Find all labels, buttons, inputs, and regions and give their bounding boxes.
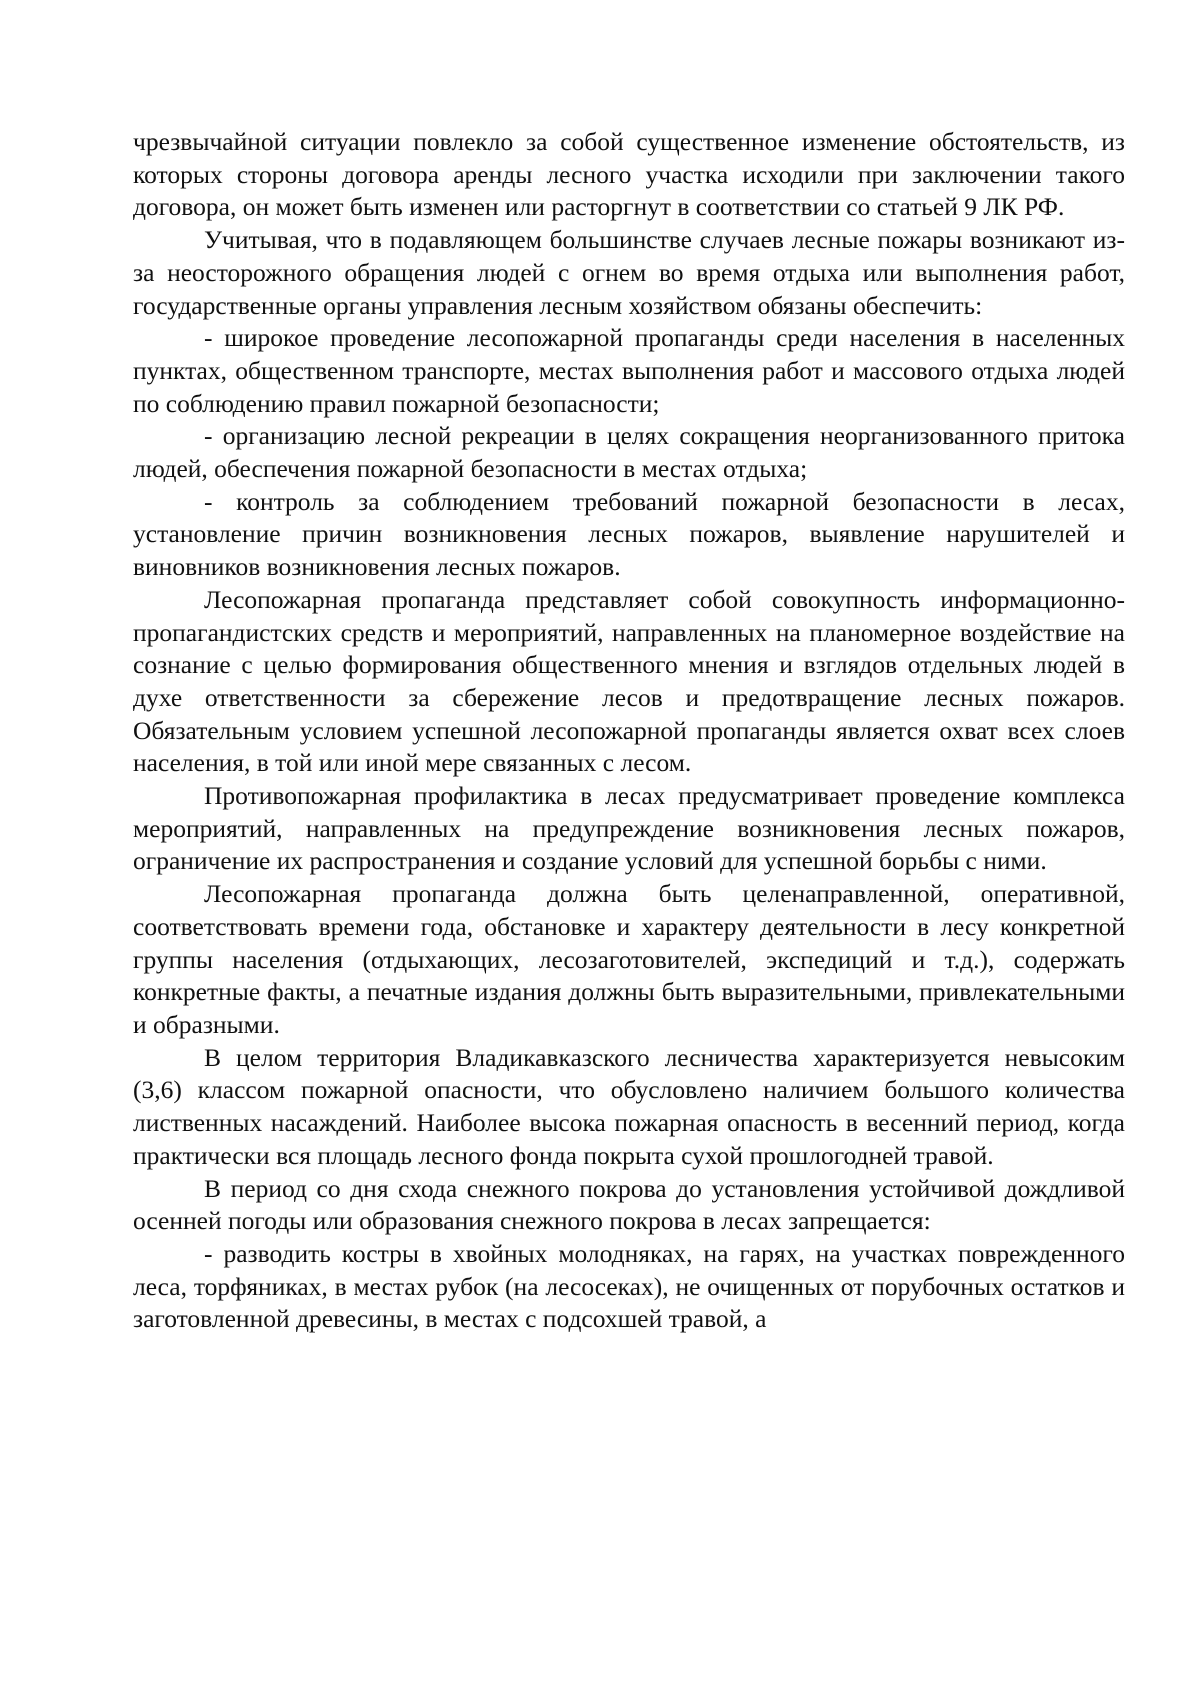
paragraph-4-list-item: - организацию лесной рекреации в целях сокращения неорганизованного притока людей, обеспечения пожарной безопасности в местах отдыха; xyxy=(133,421,1125,484)
paragraph-6: Лесопожарная пропаганда представляет собой совокупность информационно-пропагандистских средств и мероприятий, направленных на планомерное воздействие на сознание с целью формирования общественного мнения и взглядов отдельных людей в духе ответственности за сбережение лесов и предотвращение лесных пожаров. Обязательным условием успешной лесопожарной пропаганды является охват всех слоев населения, в той или иной мере связанных с лесом. xyxy=(133,584,1125,778)
paragraph-3-list-item: - широкое проведение лесопожарной пропаганды среди населения в населенных пунктах, общественном транспорте, местах выполнения работ и массового отдыха людей по соблюдению правил пожарной безопасности; xyxy=(133,323,1125,418)
document-body xyxy=(133,126,1125,1336)
paragraph-5-list-item: - контроль за соблюдением требований пожарной безопасности в лесах, установление причин возникновения лесных пожаров, выявление нарушителей и виновников возникновения лесных пожаров. xyxy=(133,486,1125,582)
paragraph-11-list-item: - разводить костры в хвойных молодняках, на гарях, на участках поврежденного леса, торфяниках, в местах рубок (на лесосеках), не очищенных от порубочных остатков и заготовленной древесины, в местах с подсохшей травой, а xyxy=(133,1238,1125,1334)
paragraph-8: Лесопожарная пропаганда должна быть целенаправленной, оперативной, соответствовать времени года, обстановке и характеру деятельности в лесу конкретной группы населения (отдыхающих, лесозаготовителей, экспедиций и т.д.), содержать конкретные факты, а печатные издания должны быть выразительными, привлекательными и образными. xyxy=(133,879,1125,1039)
paragraph-10: В период со дня схода снежного покрова до установления устойчивой дождливой осенней погоды или образования снежного покрова в лесах запрещается: xyxy=(133,1173,1125,1236)
paragraph-2: Учитывая, что в подавляющем большинстве случаев лесные пожары возникают из-за неосторожного обращения людей с огнем во время отдыха или выполнения работ, государственные органы управления лесным хозяйством обязаны обеспечить: xyxy=(133,225,1125,320)
paragraph-1: чрезвычайной ситуации повлекло за собой существенное изменение обстоятельств, из которых стороны договора аренды лесного участка исходили при заключении такого договора, он может быть изменен или расторгнут в соответствии со статьей 9 ЛК РФ. xyxy=(133,127,1125,222)
paragraph-9: В целом территория Владикавказского лесничества характеризуется невысоким (3,6) классом пожарной опасности, что обусловлено наличием большого количества лиственных насаждений. Наиболее высока пожарная опасность в весенний период, когда практически вся площадь лесного фонда покрыта сухой прошлогодней травой. xyxy=(133,1042,1125,1170)
paragraph-7: Противопожарная профилактика в лесах предусматривает проведение комплекса мероприятий, направленных на предупреждение возникновения лесных пожаров, ограничение их распространения и создание условий для успешной борьбы с ними. xyxy=(133,781,1125,876)
